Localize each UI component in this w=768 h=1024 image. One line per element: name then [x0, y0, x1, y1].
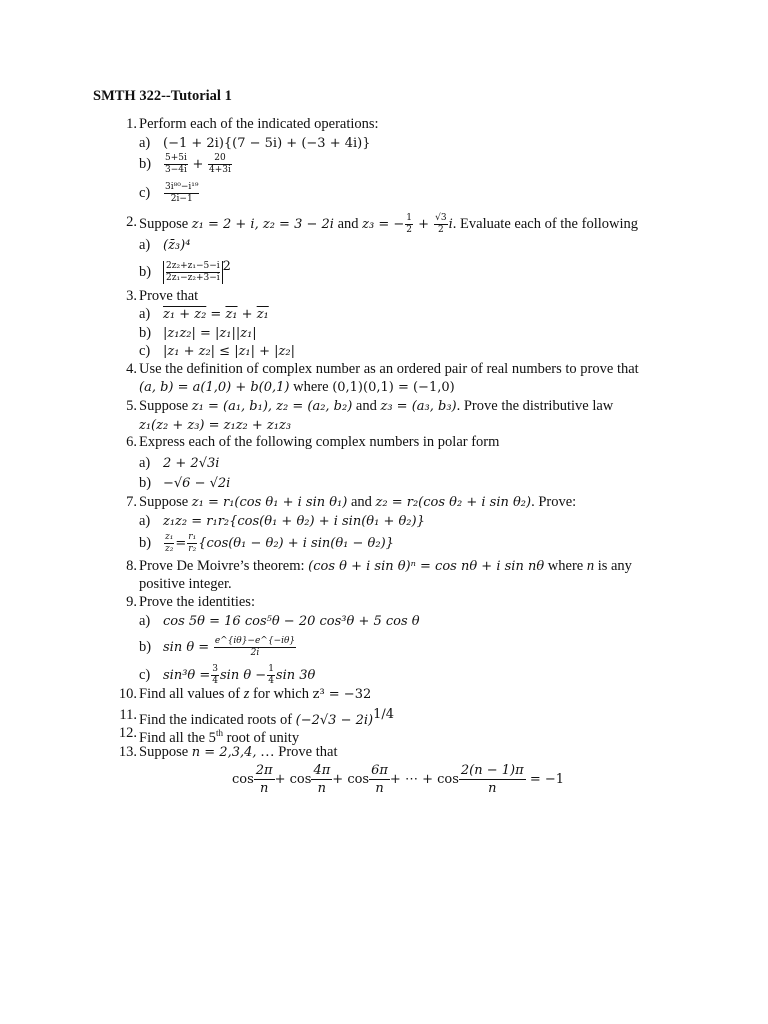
- page-title: SMTH 322--Tutorial 1: [93, 88, 232, 104]
- q13-sum-equation: cos $\frac{2\pi}{n}$ + cos $\frac{4\pi}{n}$ + cos $\frac{6\pi}{n}$ + ⋯ + cos $\frac{2(n - 1)\pi}{n}$ = −1: [232, 763, 565, 796]
- document-page: SMTH 322--Tutorial 1 1. Perform each of the indicated operations: a) (−1 + 2i){(7 − 5i) + (−3 + 4i)} b) $\frac{5+5i}{3-4i}$ + $\frac{20}{4+3i}$ c) $\frac{\text{3i⁸⁰−i¹⁹}}{2i-1}$ 2. Suppose z₁ = 2 + i, z₂ = 3 − 2i and z₃ = − $\frac{1}{2}$ + $\frac{√3}{2}$ i. Evaluate each of the following a) (z̄₃)⁴ b) $\frac{\text{2z₂+z₁−5−i}}{\text{2z₁−z₂+3−i}}$ $^2$ 3. Prove that a) z₁ + z₂ = z₁ + z₁ b) |z₁z₂| = |z₁||z₁| c) |z₁ + z₂| ≤ |z₁| + |z₂| 4. Use the definition of complex number as an ordered pair of real numbers to prove that (a, b) = a(1,0) + b(0,1) where (0,1)(0,1) = (−1,0) 5. Suppose z₁ = (a₁, b₁), z₂ = (a₂, b₂) and z₃ = (a₃, b₃). Prove the distributive law z₁(z₂ + z₃) = z₁z₂ + z₁z₃ 6. Express each of the following complex numbers in polar form a) 2 + 2√3i b) −√6 − √2i 7. Suppose z₁ = r₁(cos θ₁ + i sin θ₁) and z₂ = r₂(cos θ₂ + i sin θ₂). Prove: a) z₁z₂ = r₁r₂{cos(θ₁ + θ₂) + i sin(θ₁ + θ₂)} b) $\frac{\text{z₁}}{\text{z₂}}$ = $\frac{\text{r₁}}{\text{r₂}}$ {cos(θ₁ − θ₂) + i sin(θ₁ − θ₂)} 8. Prove De Moivre’s theorem: (cos θ + i sin θ)ⁿ = cos nθ + i sin nθ where n is any positive integer. 9. Prove the identities: a) cos 5θ = 16 cos⁵θ − 20 cos³θ + 5 cos θ b) sin θ = $\frac{e\^{}\{i\theta\}-e\^{}\{-i\theta\}}{2i}$ c) sin³θ = $\frac{3}{4}$ sin θ − $\frac{1}{4}$ sin 3θ 10. Find all values of z for which z³ = −32 11. Find the indicated roots of $(-2√3 - 2i)^{1/4}$ 12. Find all the 5th root of unity 13. Suppose n = 2,3,4, … Prove that cos $\frac{2\pi}{n}$ + cos $\frac{4\pi}{n}$ + cos $\frac{6\pi}{n}$ + ⋯ + cos $\frac{2(n - 1)\pi}{n}$ = −1: [0, 0, 768, 1024]
